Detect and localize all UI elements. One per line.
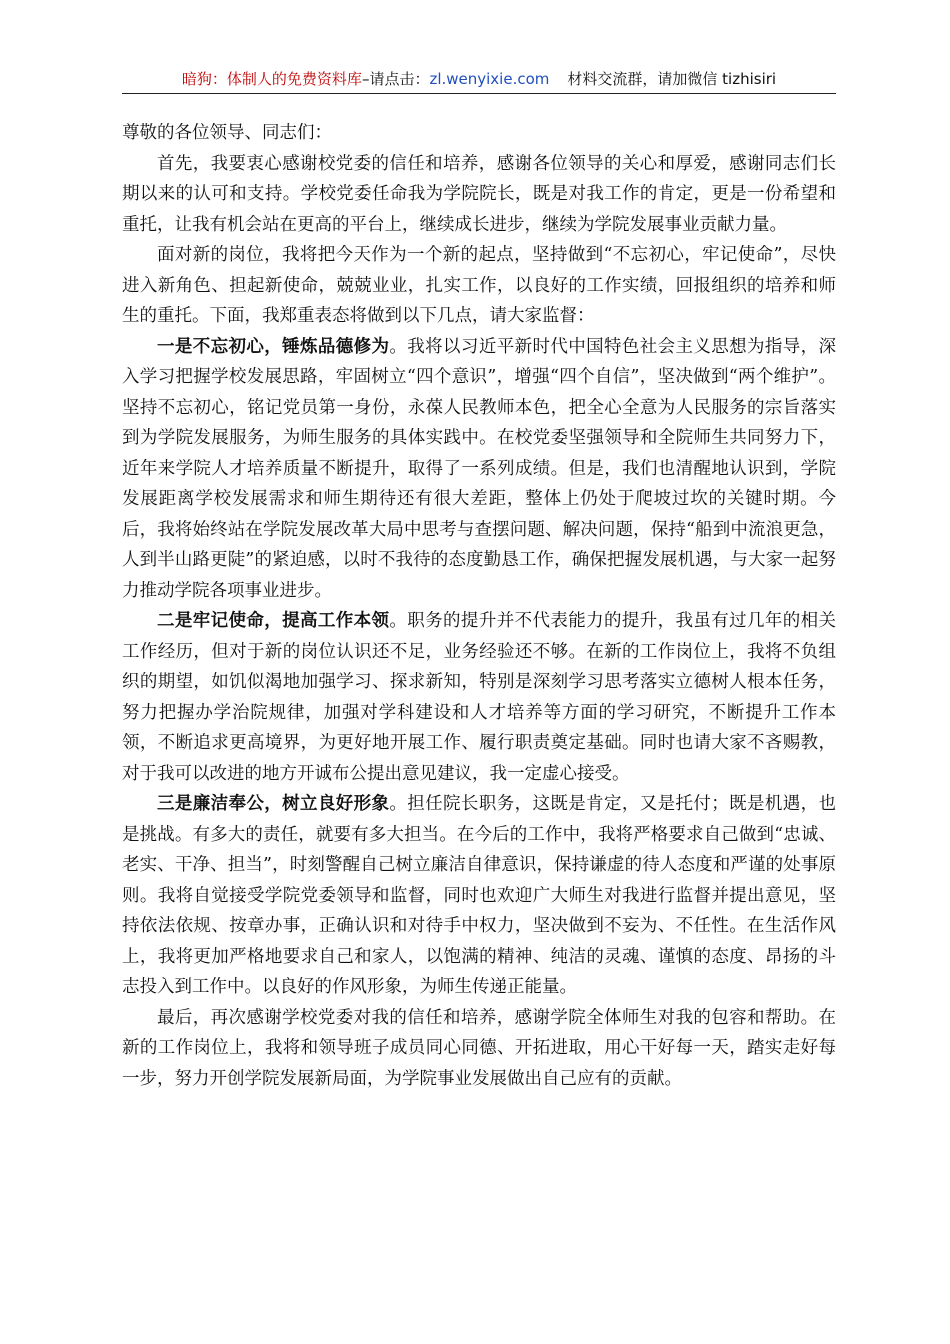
header-divider <box>122 93 836 94</box>
page-header <box>122 66 836 92</box>
header-wechat-note: 材料交流群，请加微信 tizhisiri <box>567 70 777 88</box>
paragraph-point-1 <box>122 332 836 607</box>
point-3-body: 。担任院长职务，这既是肯定，又是托付；既是机遇，也是挑战。有多大的责任，就要有多大担当。在今后的工作中，我将严格要求自己做到“忠诚、老实、干净、担当”，时刻警醒自己树立廉洁自律意识，保持谦虚的待人态度和严谨的处事原则。我将自觉接受学院党委领导和监督，同时也欢迎广大师生对我进行监督并提出意见，坚持依法依规、按章办事，正确认识和对待手中权力，坚决做到不妄为、不任性。在生活作风上，我将更加严格地要求自己和家人，以饱满的精神、纯洁的灵魂、谨慎的态度、昂扬的斗志投入到工作中。以良好的作风形象，为师生传递正能量。 <box>122 794 837 997</box>
point-1-heading: 一是不忘初心，锤炼品德修为 <box>157 336 390 357</box>
paragraph-point-2 <box>122 606 836 789</box>
paragraph-point-3 <box>122 789 836 1003</box>
paragraph-thanks: 首先，我要衷心感谢校党委的信任和培养，感谢各位领导的关心和厚爱，感谢同志们长期以来的认可和支持。学校党委任命我为学院院长，既是对我工作的肯定，更是一份希望和重托，让我有机会站在更高的平台上，继续成长进步，继续为学院发展事业贡献力量。 <box>122 153 836 235</box>
paragraph-commitment: 面对新的岗位，我将把今天作为一个新的起点，坚持做到“不忘初心，牢记使命”，尽快进入新角色、担起新使命，兢兢业业，扎实工作，以良好的工作实绩，回报组织的培养和师生的重托。下面，我郑重表态将做到以下几点，请大家监督： <box>122 245 836 326</box>
point-2-body: 。职务的提升并不代表能力的提升，我虽有过几年的相关工作经历，但对于新的岗位认识还不足，业务经验还不够。在新的工作岗位上，我将不负组织的期望，如饥似渴地加强学习、探求新知，特别是深刻学习思考落实立德树人根本任务，努力把握办学治院规律，加强对学科建设和人才培养等方面的学习研究，不断提升工作本领，不断追求更高境界，为更好地开展工作、履行职责奠定基础。同时也请大家不吝赐教，对于我可以改进的地方开诚布公提出意见建议，我一定虚心接受。 <box>122 611 837 784</box>
point-3-heading: 三是廉洁奉公，树立良好形象 <box>157 794 390 814</box>
paragraph-closing: 最后，再次感谢学校党委对我的信任和培养，感谢学院全体师生对我的包容和帮助。在新的工作岗位上，我将和领导班子成员同心同德、开拓进取，用心干好每一天，踏实走好每一步，努力开创学院发展新局面，为学院事业发展做出自己应有的贡献。 <box>122 1007 836 1089</box>
point-2-heading: 二是牢记使命，提高工作本领 <box>157 611 390 631</box>
header-brand: 暗狗：体制人的免费资料库 <box>181 70 362 88</box>
point-1-body: 。我将以习近平新时代中国特色社会主义思想为指导，深入学习把握学校发展思路，牢固树立“四个意识”，增强“四个自信”，坚决做到“两个维护”。坚持不忘初心，铭记党员第一身份，永葆人民教师本色，把全心全意为人民服务的宗旨落实到为学院发展服务，为师生服务的具体实践中。在校党委坚强领导和全院师生共同努力下，近年来学院人才培养质量不断提升，取得了一系列成绩。但是，我们也清醒地认识到，学院发展距离学校发展需求和师生期待还有很大差距，整体上仍处于爬坡过坎的关键时期。今后，我将始终站在学院发展改革大局中思考与查摆问题、解决问题，保持“船到中流浪更急，人到半山路更陡”的紧迫感，以时不我待的态度勤恳工作，确保把握发展机遇，与大家一起努力推动学院各项事业进步。 <box>122 336 837 601</box>
salutation: 尊敬的各位领导、同志们： <box>122 123 332 143</box>
header-url-link[interactable]: zl.wenyixie.com <box>429 70 550 88</box>
header-prompt: –请点击： <box>361 70 430 88</box>
document-body <box>122 118 836 1094</box>
